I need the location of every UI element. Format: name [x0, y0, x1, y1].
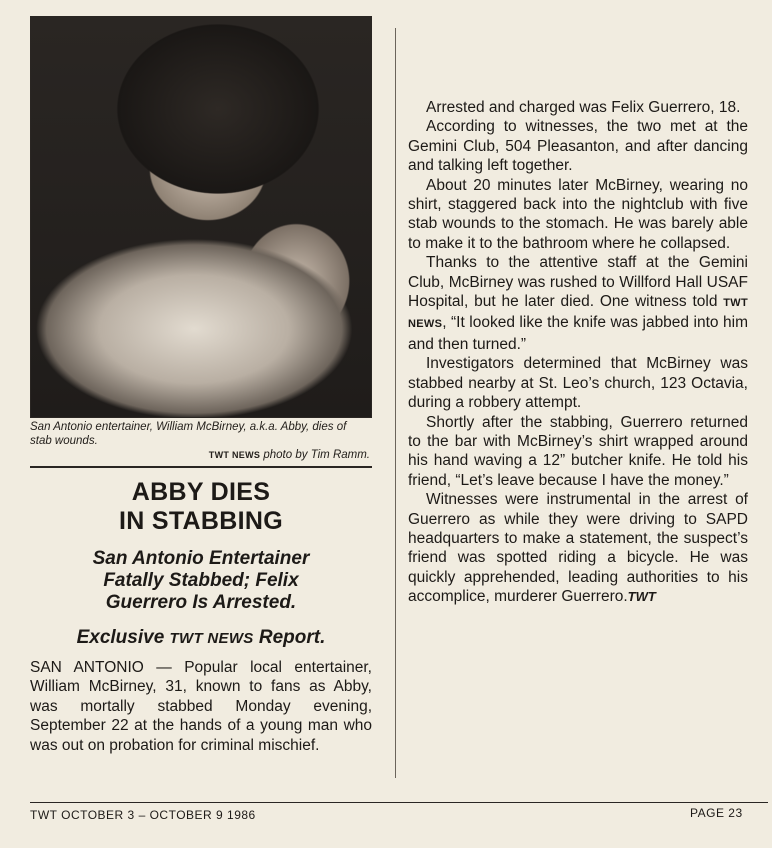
paragraph-7-text: Witnesses were instrumental in the arrest of Guerrero as while they were driving to SAPD headquarters to make a statement, the suspect’s friend was spotted riding a bicycle. He was quickly apprehended, leading authorities to his accomplice, murderer Guerrero. — [408, 491, 748, 606]
footer-issue-date: TWT OCTOBER 3 – OCTOBER 9 1986 — [30, 808, 256, 822]
paragraph-2: According to witnesses, the two met at the Gemini Club, 504 Pleasanton, and after dancing and talking left together. — [408, 118, 748, 175]
end-mark: TWT — [627, 589, 656, 605]
paragraph-4-brand: TWT NEWS — [408, 297, 748, 331]
headline-line-1: ABBY DIES — [131, 478, 271, 506]
paragraph-6: Shortly after the stabbing, Guerrero returned to the bar with McBirney’s shirt wrapped around his hand waving a 12” butcher knife. He told his friend, “Let’s leave because I have the money.” — [408, 413, 748, 489]
subheadline — [30, 548, 372, 614]
headline — [30, 478, 372, 536]
exclusive-brand: TWT NEWS — [169, 630, 254, 647]
footer-page-number: PAGE 23 — [690, 806, 743, 820]
subhead-line-1: San Antonio Entertainer — [92, 548, 310, 569]
paragraph-7 — [408, 490, 748, 606]
footer-rule — [30, 802, 768, 803]
subhead-line-3: Guerrero Is Arrested. — [105, 592, 297, 613]
credit-brand: TWT NEWS — [208, 450, 261, 460]
exclusive-pre: Exclusive — [76, 627, 165, 648]
paragraph-4-b: , “It looked like the knife was jabbed into him and then turned.” — [408, 314, 748, 353]
credit-text: photo by Tim Ramm. — [263, 449, 370, 461]
photo-caption — [30, 420, 370, 462]
column-divider — [395, 28, 396, 778]
article-lead — [30, 658, 372, 755]
lead-paragraph: SAN ANTONIO — Popular local entertainer, William McBirney, 31, known to fans as Abby, was mortally stabbed Monday evening, September 22 at the hands of a young man who was out on probation for criminal mischief. — [30, 659, 372, 754]
paragraph-3: About 20 minutes later McBirney, wearing no shirt, staggered back into the nightclub with five stab wounds to the stomach. He was barely able to make it to the bathroom where he collapsed. — [408, 176, 748, 252]
subhead-line-2: Fatally Stabbed; Felix — [103, 570, 299, 591]
article-body — [408, 98, 748, 607]
exclusive-post: Report. — [258, 627, 326, 648]
paragraph-4 — [408, 253, 748, 354]
paragraph-4-a: Thanks to the attentive staff at the Gemini Club, McBirney was rushed to Willford Hall USAF Hospital, but he later died. One witness told — [408, 254, 748, 311]
photo-credit — [30, 448, 370, 462]
headline-line-2: IN STABBING — [119, 507, 283, 535]
exclusive-report-line — [30, 626, 372, 651]
paragraph-5: Investigators determined that McBirney was stabbed nearby at St. Leo’s church, 123 Octavia, during a robbery attempt. — [408, 355, 748, 412]
caption-divider — [30, 466, 372, 468]
abby-portrait-photo — [30, 16, 372, 418]
paragraph-1: Arrested and charged was Felix Guerrero, 18. — [426, 99, 741, 116]
caption-text: San Antonio entertainer, William McBirney, a.k.a. Abby, dies of stab wounds. — [30, 421, 347, 447]
